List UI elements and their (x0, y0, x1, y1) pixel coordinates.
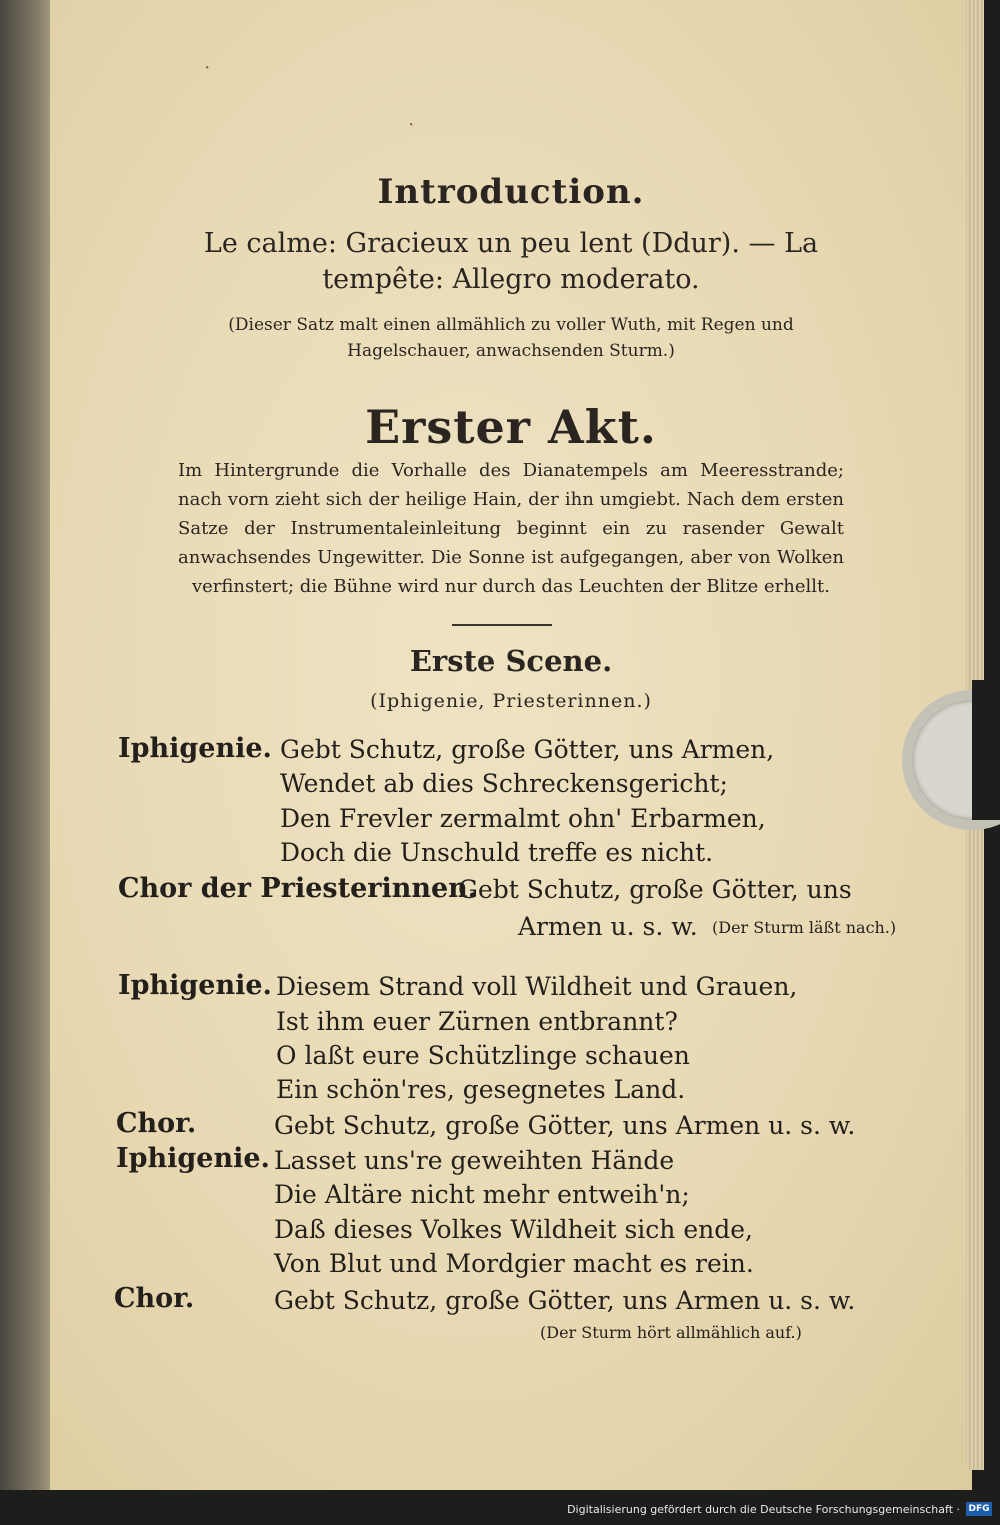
divider (452, 624, 552, 626)
introduction-title: Introduction. (377, 172, 645, 212)
act-title: Erster Akt. (365, 400, 657, 454)
verse-line: Die Altäre nicht mehr entweih'n; (274, 1180, 690, 1209)
stage-note: (Der Sturm läßt nach.) (712, 918, 897, 937)
tempo-marking: Le calme: Gracieux un peu lent (Ddur). — La tempête: Allegro moderato. (203, 228, 819, 295)
verse-line: Daß dieses Volkes Wildheit sich ende, (274, 1215, 753, 1244)
verse-line: Armen u. s. w. (518, 912, 698, 941)
dfg-logo: DFG (966, 1502, 992, 1516)
verse-line: Gebt Schutz, große Götter, uns Armen, (280, 735, 775, 764)
verse-line: Ist ihm euer Zürnen entbrannt? (276, 1007, 678, 1036)
introduction-note: (Dieser Satz malt einen allmählich zu voller Wuth, mit Regen und Hagelschauer, anwachsenden Sturm.) (228, 315, 794, 361)
speaker-name: Iphigenie. (116, 1143, 270, 1174)
scene-title: Erste Scene. (409, 644, 613, 678)
verse-line: Gebt Schutz, große Götter, uns (458, 875, 852, 904)
verse-line: Von Blut und Mordgier macht es rein. (274, 1249, 754, 1278)
verse-line: Diesem Strand voll Wildheit und Grauen, (276, 972, 798, 1001)
speaker-name: Chor der Priesterinnen. (118, 873, 478, 904)
verse-line: Wendet ab dies Schreckensgericht; (280, 769, 728, 798)
verse-line: Doch die Unschuld treffe es nicht. (280, 838, 714, 867)
stage-direction: Im Hintergrunde die Vorhalle des Dianatempels am Meeresstrande; nach vorn zieht sich der heilige Hain, der ihn umgiebt. Nach dem ersten Satze der Instrumentaleinleitung beginnt ein zu rasender Gewalt anwachsendes Ungewitter. Die Sonne ist aufgegangen, aber von Wolken verfinstert; die Bühne wird nur durch das Leuchten der Blitze erhellt. (178, 460, 844, 597)
stage-note: (Der Sturm hört allmählich auf.) (540, 1323, 802, 1342)
speaker-name: Chor. (114, 1283, 195, 1314)
ink-speck: · (408, 112, 415, 136)
scene-persons: (Iphigenie, Priesterinnen.) (370, 690, 652, 712)
verse-line: Lasset uns're geweihten Hände (274, 1146, 675, 1175)
verse-line: Ein schön'res, gesegnetes Land. (276, 1075, 686, 1104)
speaker-name: Iphigenie. (118, 733, 272, 764)
speaker-name: Iphigenie. (118, 970, 272, 1001)
speaker-name: Chor. (116, 1108, 197, 1139)
verse-line: Gebt Schutz, große Götter, uns Armen u. s. w. (274, 1286, 856, 1315)
ink-speck: · (204, 55, 211, 79)
verse-line: O laßt eure Schützlinge schauen (276, 1041, 690, 1070)
funding-credit: Digitalisierung gefördert durch die Deutsche Forschungsgemeinschaft · (567, 1503, 960, 1516)
verse-line: Gebt Schutz, große Götter, uns Armen u. s. w. (274, 1111, 856, 1140)
verse-line: Den Frevler zermalmt ohn' Erbarmen, (280, 804, 766, 833)
